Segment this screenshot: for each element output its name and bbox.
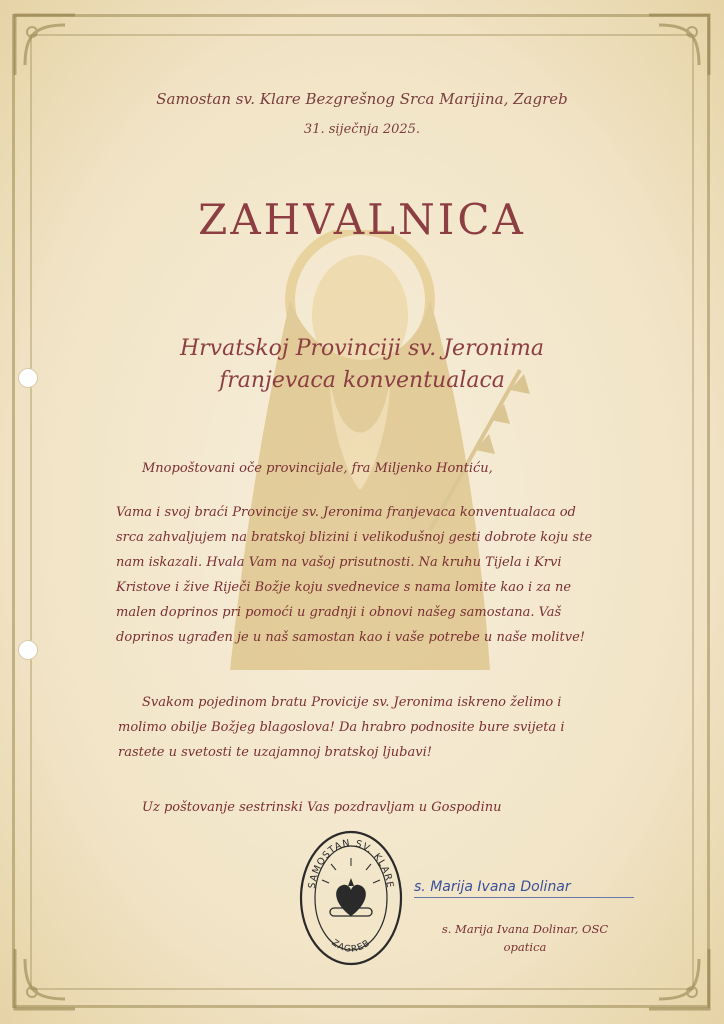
document-title: ZAHVALNICA [198,195,526,244]
corner-ornament-top-left [10,10,80,80]
convent-stamp [296,828,406,968]
paragraph-1-line: srca zahvaljujem na bratskoj blizini i velikodušnoj gesti dobrote koju ste [116,530,593,545]
paragraph-1-line: nam iskazali. Hvala Vam na vašoj prisutnosti. Na kruhu Tijela i Krvi [116,555,562,570]
salutation: Mnopoštovani oče provincijale, fra Miljenko Hontiću, [142,461,493,476]
paragraph-2-line: rastete u svetosti te uzajamnoj bratskoj ljubavi! [118,745,432,760]
handwritten-signature: s. Marija Ivana Dolinar [414,879,634,898]
corner-ornament-bottom-right [644,944,714,1014]
seal-text-bottom: ZAGREB [329,938,373,955]
paragraph-1 [116,500,616,650]
recipient-block [0,333,724,397]
institution-header: Samostan sv. Klare Bezgrešnog Srca Marijina, Zagreb [156,90,568,108]
paragraph-2-line: Svakom pojedinom bratu Provicije sv. Jeronima iskreno želimo i [142,695,562,710]
paragraph-1-line: Vama i svoj braći Provincije sv. Jeronima franjevaca konventualaca od [116,505,576,520]
flame-icon [348,878,354,886]
heart-icon [336,885,366,916]
paragraph-2 [118,690,618,765]
svg-text:ZAGREB [329,938,372,955]
seal-text-top: SAMOSTAN SV. KLARE [306,837,396,890]
corner-ornament-bottom-left [10,944,80,1014]
document-date: 31. siječnja 2025. [303,122,421,137]
paragraph-2-line: molimo obilje Božjeg blagoslova! Da hrabro podnosite bure svijeta i [118,720,565,735]
paragraph-1-line: Kristove i žive Riječi Božje koju svednevice s nama lomite kao i za ne [116,580,572,595]
punch-hole-bottom [18,640,38,660]
closing-line: Uz poštovanje sestrinski Vas pozdravljam u Gospodinu [142,800,502,815]
paragraph-1-line: doprinos ugrađen je u naš samostan kao i vaše potrebe u naše molitve! [116,630,586,645]
paragraph-1-line: malen doprinos pri pomoći u gradnji i obnovi našeg samostana. Vaš [116,605,562,620]
signer-role: opatica [503,940,547,954]
signer-name: s. Marija Ivana Dolinar, OSC [441,922,609,936]
recipient-line-1: Hrvatskoj Provinciji sv. Jeronima [179,336,545,361]
recipient-line-2: franjevaca konventualaca [219,368,505,393]
corner-ornament-top-right [644,10,714,80]
signer-block [420,920,630,956]
